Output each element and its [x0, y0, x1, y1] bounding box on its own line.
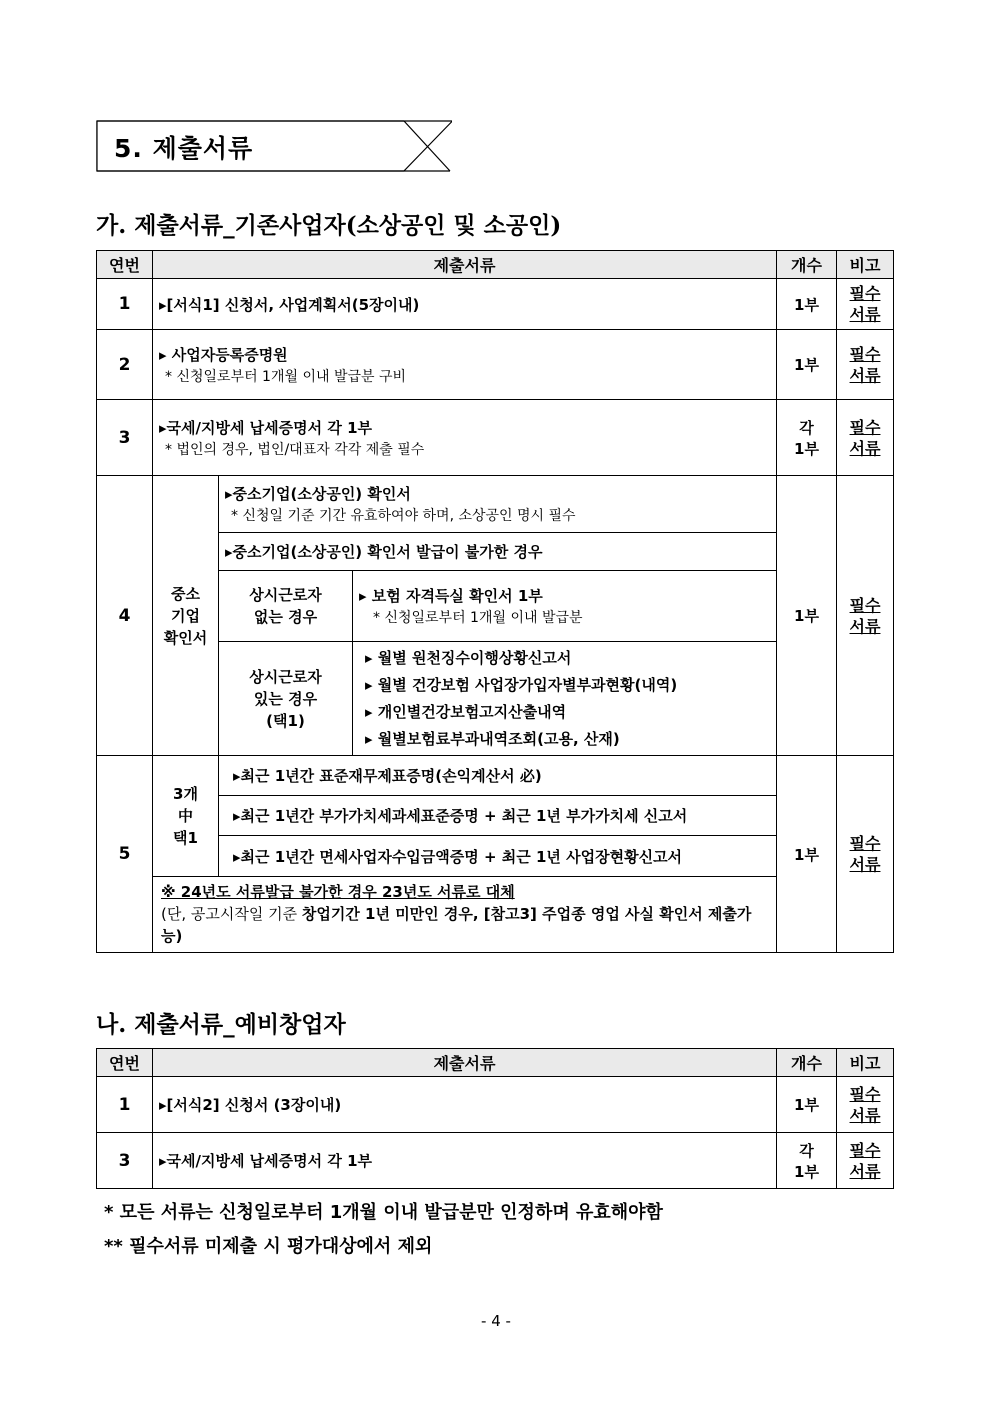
page-number: - 4 - — [481, 1312, 511, 1330]
doc-title: ▸ 보험 자격득실 확인서 1부 — [359, 587, 543, 605]
doc-option: ▸최근 1년간 부가가치세과세표준증명 + 최근 1년 부가가치세 신고서 — [219, 796, 777, 836]
table-b-header-row — [97, 1049, 894, 1077]
doc-title: ▸국세/지방세 납세증명서 각 1부 — [153, 1133, 777, 1189]
row-number: 3 — [97, 1133, 153, 1189]
required-note: 필수 서류 — [837, 1077, 894, 1133]
list-item: ▸ 월별보험료부과내역조회(고용, 산재) — [365, 729, 620, 748]
table-a-header-row — [97, 251, 894, 279]
required-note: 필수 서류 — [837, 1133, 894, 1189]
list-item: ▸ 월별 원천징수이행상황신고서 — [365, 648, 572, 667]
case-label: 상시근로자 있는 경우 (택1) — [219, 642, 353, 756]
table-a — [96, 250, 894, 953]
doc-count: 각 1부 — [777, 1133, 837, 1189]
row-number: 3 — [97, 400, 153, 476]
table-row — [97, 1133, 894, 1189]
doc-title: ▸중소기업(소상공인) 확인서 발급이 불가한 경우 — [225, 543, 543, 561]
table-b-heading: 나. 제출서류_예비창업자 — [96, 1011, 346, 1038]
list-item: ▸ 개인별건강보험고지산출내역 — [365, 702, 567, 721]
list-item: ▸ 월별 건강보험 사업장가입자별부과현황(내역) — [365, 675, 678, 694]
doc-count: 1부 — [777, 279, 837, 330]
table-row — [97, 476, 894, 533]
doc-subnote: * 법인의 경우, 법인/대표자 각각 제출 필수 — [165, 441, 425, 458]
doc-option: ▸최근 1년간 면세사업자수입금액증명 + 최근 1년 사업장현황신고서 — [219, 836, 777, 877]
row-category: 중소 기업 확인서 — [153, 476, 219, 756]
section-title: 5. 제출서류 — [114, 134, 254, 163]
footnote-2: ** 필수서류 미제출 시 평가대상에서 제외 — [104, 1236, 433, 1257]
section-title-box — [96, 120, 452, 172]
remark-text: (단, 공고시작일 기준 — [161, 905, 302, 923]
row-category: 3개 中 택1 — [153, 756, 219, 877]
doc-count: 1부 — [777, 1077, 837, 1133]
row-number: 4 — [97, 476, 153, 756]
required-note: 필수 서류 — [837, 330, 894, 400]
doc-subnote: * 신청일 기준 기간 유효하여야 하며, 소상공인 명시 필수 — [231, 508, 576, 524]
footnote-1: * 모든 서류는 신청일로부터 1개월 이내 발급분만 인정하며 유효해야함 — [104, 1202, 663, 1223]
doc-title: ▸ 사업자등록증명원 — [159, 345, 288, 364]
doc-count: 1부 — [777, 476, 837, 756]
doc-title: ▸중소기업(소상공인) 확인서 — [225, 485, 411, 503]
row-remark — [153, 877, 777, 953]
header-doc: 제출서류 — [153, 251, 777, 279]
doc-title: ▸[서식1] 신청서, 사업계획서(5장이내) — [159, 295, 420, 314]
doc-title: ▸국세/지방세 납세증명서 각 1부 — [159, 418, 372, 437]
doc-subnote: * 신청일로부터 1개월 이내 발급분 — [373, 610, 583, 626]
header-no: 연번 — [97, 251, 153, 279]
header-note: 비고 — [837, 251, 894, 279]
table-row — [97, 279, 894, 330]
table-row — [97, 330, 894, 400]
required-note: 필수 서류 — [837, 400, 894, 476]
case-doc-list — [353, 642, 777, 756]
table-row — [97, 756, 894, 796]
required-note: 필수 서류 — [837, 476, 894, 756]
row-number: 5 — [97, 756, 153, 953]
table-row — [97, 1077, 894, 1133]
header-doc: 제출서류 — [153, 1049, 777, 1077]
doc-count: 1부 — [777, 756, 837, 953]
doc-option: ▸최근 1년간 표준재무제표증명(손익계산서 必) — [219, 756, 777, 796]
doc-subnote: * 신청일로부터 1개월 이내 발급분 구비 — [165, 368, 407, 385]
required-note: 필수 서류 — [837, 756, 894, 953]
table-b — [96, 1048, 894, 1189]
table-a-heading: 가. 제출서류_기존사업자(소상공인 및 소공인) — [96, 212, 562, 239]
required-note: 필수 서류 — [837, 279, 894, 330]
case-label: 상시근로자 없는 경우 — [219, 571, 353, 642]
remark-text-bold: 창업기간 1년 미만인 경우, [참고3] 주업종 영업 사실 확인서 제출가능) — [161, 905, 752, 945]
header-count: 개수 — [777, 251, 837, 279]
doc-count: 1부 — [777, 330, 837, 400]
doc-title: ▸[서식2] 신청서 (3장이내) — [153, 1077, 777, 1133]
row-number: 2 — [97, 330, 153, 400]
table-row — [97, 400, 894, 476]
row-number: 1 — [97, 279, 153, 330]
header-note: 비고 — [837, 1049, 894, 1077]
doc-count: 각 1부 — [777, 400, 837, 476]
table-row — [97, 877, 894, 953]
row-number: 1 — [97, 1077, 153, 1133]
header-no: 연번 — [97, 1049, 153, 1077]
header-count: 개수 — [777, 1049, 837, 1077]
remark-line: ※ 24년도 서류발급 불가한 경우 23년도 서류로 대체 — [161, 883, 515, 901]
